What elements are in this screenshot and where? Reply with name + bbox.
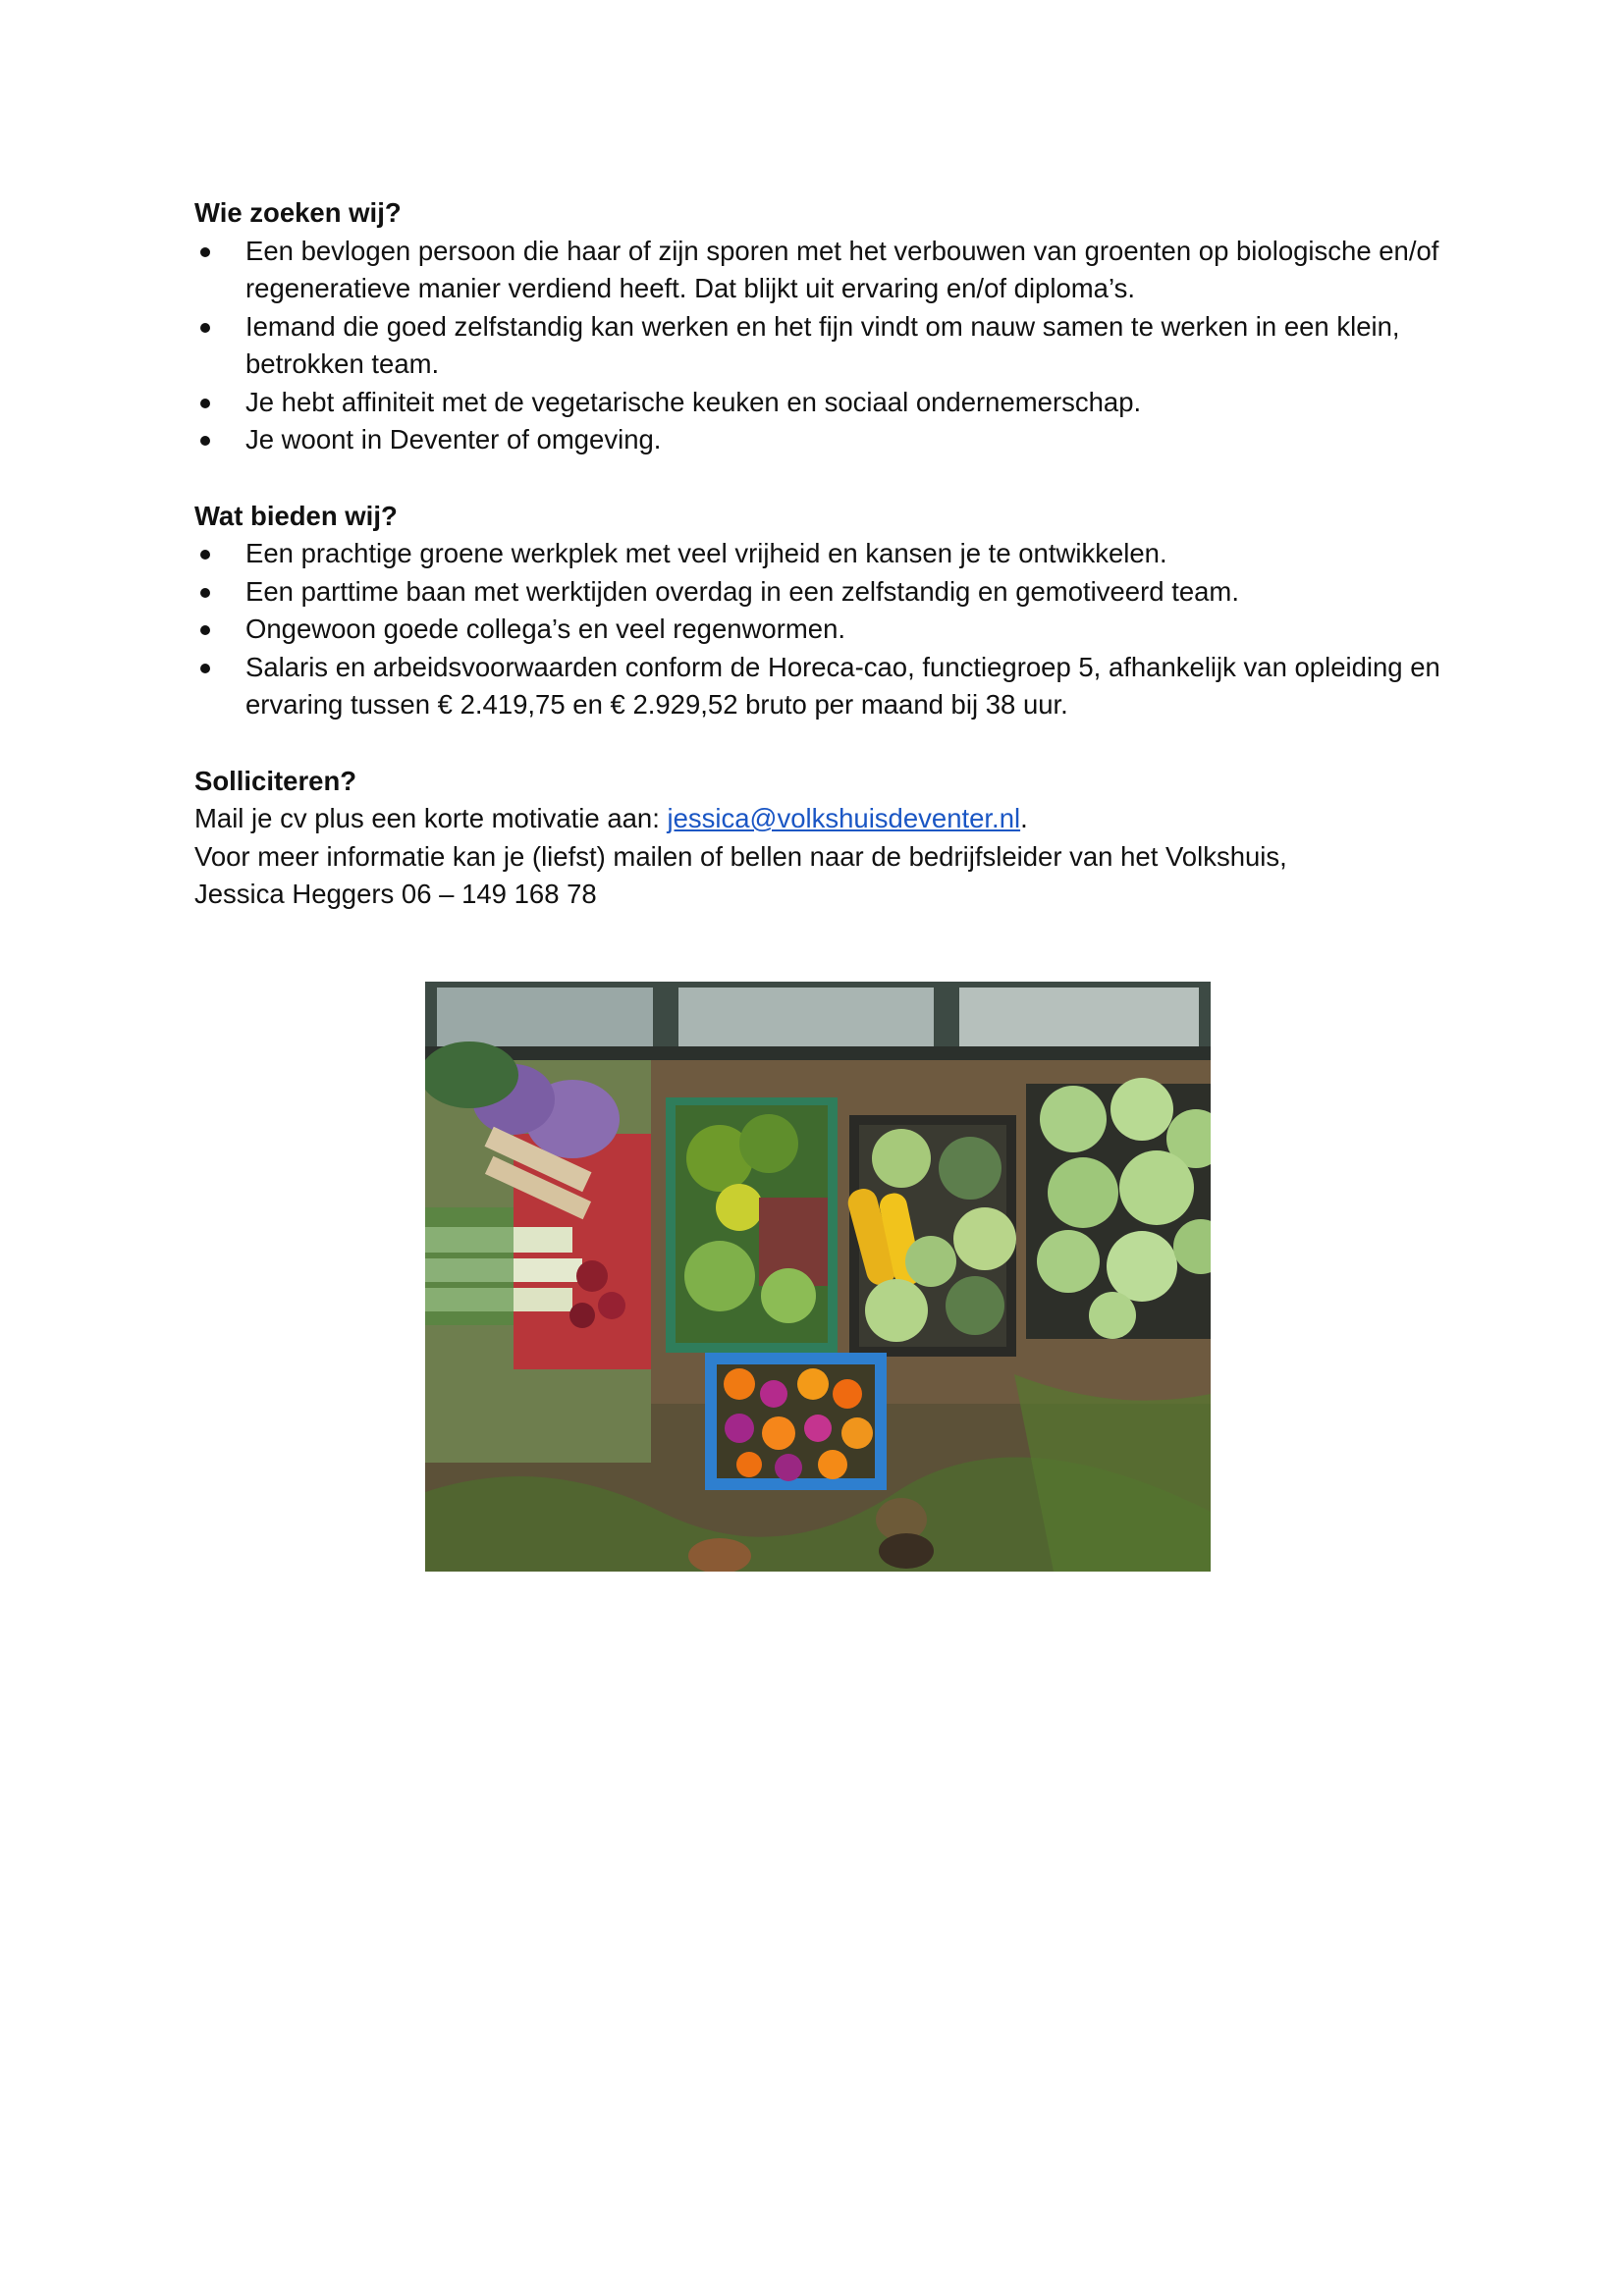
email-link[interactable]: jessica@volkshuisdeventer.nl bbox=[667, 803, 1021, 833]
list-item-text: Iemand die goed zelfstandig kan werken en het fijn vindt om nauw samen te werken in een klein, betrokken team. bbox=[245, 310, 1400, 379]
mail-prefix: Mail je cv plus een korte motivatie aan: bbox=[194, 803, 668, 833]
vegetable-crates-photo bbox=[425, 982, 1211, 1572]
heading-wat-bieden-wij: Wat bieden wij? bbox=[194, 500, 398, 531]
bullet-icon bbox=[200, 436, 210, 446]
bullet-icon bbox=[200, 323, 210, 333]
info-line: Voor meer informatie kan je (liefst) mailen of bellen naar de bedrijfsleider van het Volkshuis, bbox=[194, 840, 1287, 872]
list-item-text: Een parttime baan met werktijden overdag in een zelfstandig en gemotiveerd team. bbox=[245, 575, 1239, 607]
list-item bbox=[194, 421, 1451, 459]
list-item-text: Ongewoon goede collega’s en veel regenwormen. bbox=[245, 614, 846, 644]
section-spacer bbox=[194, 724, 1451, 763]
bullet-icon bbox=[200, 588, 210, 598]
bullet-icon bbox=[200, 625, 210, 635]
list-item bbox=[194, 611, 1451, 649]
bullet-icon bbox=[200, 550, 210, 560]
list-wat-bieden-wij bbox=[194, 535, 1451, 724]
heading-solliciteren: Solliciteren? bbox=[194, 765, 357, 796]
heading-wie-zoeken-wij: Wie zoeken wij? bbox=[194, 197, 402, 228]
list-item bbox=[194, 233, 1451, 308]
list-item-text: Een bevlogen persoon die haar of zijn sporen met het verbouwen van groenten op biologische en/of regeneratieve manier verdiend heeft. Dat blijkt uit ervaring en/of diploma’s. bbox=[245, 235, 1439, 303]
list-item-text: Je hebt affiniteit met de vegetarische keuken en sociaal ondernemerschap. bbox=[245, 386, 1142, 417]
contact-line: Jessica Heggers 06 – 149 168 78 bbox=[194, 879, 597, 909]
bullet-icon bbox=[200, 664, 210, 673]
bullet-icon bbox=[200, 399, 210, 408]
mail-suffix: . bbox=[1020, 803, 1028, 833]
list-item bbox=[194, 308, 1451, 384]
list-item-text: Je woont in Deventer of omgeving. bbox=[245, 424, 662, 454]
list-item bbox=[194, 384, 1451, 422]
section-spacer bbox=[194, 459, 1451, 498]
list-item bbox=[194, 649, 1451, 724]
list-item-text: Een prachtige groene werkplek met veel vrijheid en kansen je te ontwikkelen. bbox=[245, 538, 1167, 568]
list-item-text: Salaris en arbeidsvoorwaarden conform de Horeca-cao, functiegroep 5, afhankelijk van opleiding en ervaring tussen € 2.419,75 en € 2.929,52 bruto per maand bij 38 uur. bbox=[245, 651, 1440, 720]
bullet-icon bbox=[200, 247, 210, 257]
list-wie-zoeken-wij bbox=[194, 233, 1451, 459]
list-item bbox=[194, 573, 1451, 612]
list-item bbox=[194, 535, 1451, 573]
document-body bbox=[194, 194, 1451, 914]
mail-instruction bbox=[194, 800, 1451, 838]
